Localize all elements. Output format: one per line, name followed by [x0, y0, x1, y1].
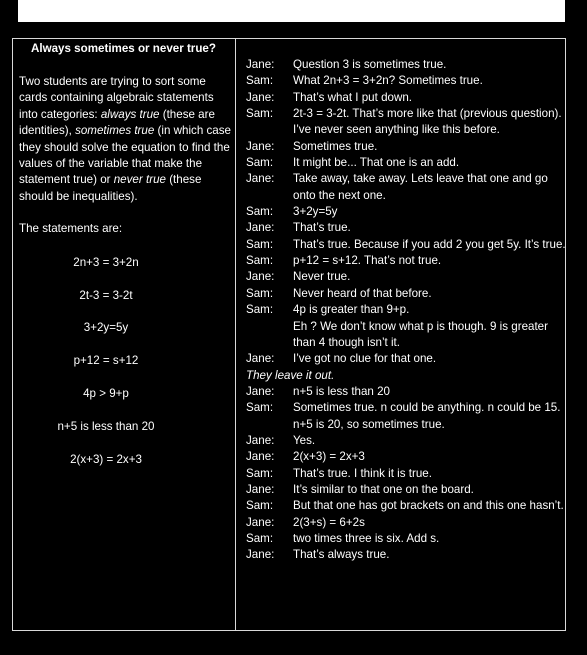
dialogue-line — [246, 351, 566, 367]
speech-text: two times three is six. Add s. — [293, 531, 440, 545]
intro-text: (these are identities), — [19, 107, 215, 138]
left-column — [19, 41, 231, 237]
speech-text: I’ve got no clue for that one. — [293, 352, 437, 366]
never-term: never — [113, 173, 143, 187]
dialogue-line — [246, 302, 566, 318]
speaker-name: Sam: — [246, 401, 274, 415]
statement: p+12 = s+12 — [73, 354, 139, 367]
statement: 2n+3 = 3+2n — [73, 256, 139, 269]
speech-text: That’s what I put down. — [293, 90, 413, 104]
speech-text: That’s always true. — [293, 548, 390, 562]
speech-text: It might be... That one is an add. — [293, 156, 460, 170]
speaker-name: Jane: — [246, 270, 275, 284]
speech-text: It’s similar to that one on the board. — [293, 482, 474, 496]
dialogue-line — [246, 269, 566, 285]
statement: 3+2y=5y — [83, 321, 129, 334]
statement: 2t-3 = 3-2t — [79, 289, 133, 302]
speech-text: 2(3+s) = 6+2s — [293, 515, 365, 529]
dialogue-line — [246, 253, 566, 269]
intro-text: (in which case they should solve the equation to find the values of the variable that make the statement true) or — [19, 124, 231, 187]
column-divider — [235, 38, 236, 631]
dialogue-line — [246, 482, 566, 498]
speech-text: That’s true. I think it is true. — [293, 466, 432, 480]
speech-text: What 2n+3 = 3+2n? Sometimes true. — [293, 74, 483, 88]
speaker-name: Jane: — [246, 384, 275, 398]
statement: n+5 is less than 20 — [57, 420, 155, 433]
speech-text: n+5 is less than 20 — [293, 384, 391, 398]
dialogue-line — [246, 204, 566, 220]
dialogue-line — [246, 73, 566, 89]
speech-text: Never heard of that before. — [293, 286, 432, 300]
speaker-name: Sam: — [246, 531, 274, 545]
speaker-name: Sam: — [246, 205, 274, 219]
speech-text: Yes. — [293, 433, 316, 447]
sometimes-true-term: sometimes true — [75, 124, 155, 138]
speaker-name: Sam: — [246, 237, 274, 251]
speech-text: Take away, take away. Lets leave that one and go onto the next one. — [293, 172, 548, 202]
speech-text: Eh ? We don’t know what p is though. 9 is greater than 4 though isn’t it. — [293, 319, 548, 349]
dialogue-line — [246, 466, 566, 482]
speech-text: Never true. — [293, 270, 351, 284]
speaker-name: Jane: — [246, 515, 275, 529]
stage-direction: They leave it out. — [246, 368, 335, 382]
statement: 2(x+3) = 2x+3 — [70, 453, 142, 466]
dialogue-line — [246, 498, 566, 514]
speaker-name: Jane: — [246, 450, 275, 464]
speaker-name: Jane: — [246, 482, 275, 496]
speech-text: 2(x+3) = 2x+3 — [293, 450, 365, 464]
statement: 4p > 9+p — [83, 387, 129, 400]
page-title: Always sometimes or never true? — [31, 42, 216, 55]
dialogue-line — [246, 220, 566, 236]
speech-text: But that one has got brackets on and this one hasn’t. — [293, 499, 564, 513]
never-true-term: true — [145, 173, 166, 187]
speech-text: That’s true. — [293, 221, 351, 235]
speaker-name: Jane: — [246, 548, 275, 562]
dialogue-line — [246, 449, 566, 465]
dialogue-line — [246, 106, 566, 139]
dialogue-line — [246, 155, 566, 171]
speech-text: That’s true. Because if you add 2 you get 5y. It’s true. — [293, 237, 566, 251]
speaker-name: Sam: — [246, 74, 274, 88]
intro-text: (these should be inequalities). — [19, 173, 202, 203]
speech-text: 4p is greater than 9+p. — [293, 303, 410, 317]
dialogue-line — [246, 237, 566, 253]
speaker-name: Jane: — [246, 90, 275, 104]
dialogue-column — [246, 57, 566, 564]
speaker-name: Jane: — [246, 433, 275, 447]
speaker-name: Sam: — [246, 303, 274, 317]
dialogue-line — [246, 90, 566, 106]
intro-paragraph — [19, 74, 231, 205]
statements-label: The statements are: — [19, 222, 123, 236]
speaker-name: Sam: — [246, 286, 274, 300]
speech-text: Question 3 is sometimes true. — [293, 58, 447, 71]
dialogue-line — [246, 286, 566, 302]
speaker-name — [246, 319, 293, 352]
speaker-name: Sam: — [246, 254, 274, 268]
speech-text: 3+2y=5y — [293, 205, 338, 219]
dialogue-line — [246, 531, 566, 547]
speaker-name: Sam: — [246, 156, 274, 170]
dialogue-line — [246, 139, 566, 155]
speaker-name: Jane: — [246, 139, 275, 153]
always-true-term: always true — [100, 107, 160, 121]
speaker-name: Jane: — [246, 172, 275, 186]
speech-text: p+12 = s+12. That’s not true. — [293, 254, 442, 268]
speaker-name: Jane: — [246, 58, 275, 71]
speaker-name: Sam: — [246, 466, 274, 480]
dialogue-line — [246, 400, 566, 433]
speech-text: Sometimes true. — [293, 139, 378, 153]
dialogue-line — [246, 319, 566, 352]
dialogue-line — [246, 57, 566, 73]
speech-text: 2t-3 = 3-2t. That’s more like that (previous question). I’ve never seen anything like this before. — [293, 107, 562, 137]
speaker-name: Jane: — [246, 221, 275, 235]
speech-text: Sometimes true. n could be anything. n could be 15. n+5 is 20, so sometimes true. — [293, 401, 561, 431]
dialogue-line — [246, 384, 566, 400]
dialogue-line — [246, 547, 566, 563]
speaker-name: Sam: — [246, 107, 274, 121]
speaker-name: Jane: — [246, 352, 275, 366]
dialogue-line — [246, 433, 566, 449]
top-white-bar — [18, 0, 565, 22]
intro-text: Two students are trying to sort some cards containing algebraic statements into categories: — [19, 75, 214, 121]
dialogue-line — [246, 171, 566, 204]
dialogue-line — [246, 515, 566, 531]
speaker-name: Sam: — [246, 499, 274, 513]
